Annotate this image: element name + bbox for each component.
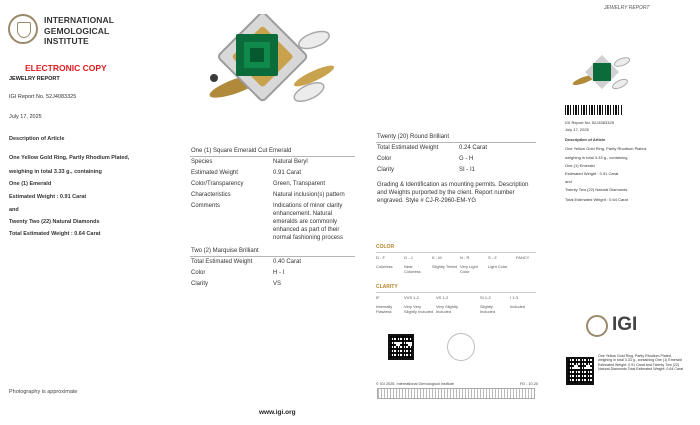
color-word: Slightly Tinted <box>432 264 457 269</box>
emerald-weight: Estimated Weight : 0.91 Carat <box>9 194 87 200</box>
emerald-count: One (1) Emerald <box>9 181 52 187</box>
color-grade: G - J <box>404 255 413 260</box>
card-bottom-description: One Yellow Gold Ring, Partly Rhodium Plated, weighing in total 3.33 g., containing One (1) Emerald Estimated Weight: 0.91 Carat and Twenty Two (22) Natural Diamonds Total Estimated Weight: 0.64 Carat <box>598 354 684 371</box>
divider <box>376 292 536 293</box>
card-line: weighing in total 3.33 g., containing <box>565 155 628 160</box>
card-line: One Yellow Gold Ring, Partly Rhodium Plated, <box>565 146 648 151</box>
divider <box>190 156 355 157</box>
color-grade: K - M <box>432 255 442 260</box>
color-word: Colorless <box>376 264 393 269</box>
clarity-word: Included <box>510 304 526 309</box>
electronic-copy-label: ELECTRONIC COPY <box>25 63 107 73</box>
marquise-table <box>191 258 361 290</box>
website-link[interactable]: www.igi.org <box>259 409 296 416</box>
round-section-title: Twenty (20) Round Brilliant <box>377 134 450 140</box>
color-grade: D - F <box>376 255 385 260</box>
clarity-word: Slightly Included <box>480 304 496 314</box>
diamond-weight: Total Estimated Weight : 0.64 Carat <box>9 231 101 237</box>
igi-logo-text: IGI <box>612 314 638 335</box>
igi-logo-icon <box>586 315 608 337</box>
color-scale <box>376 255 536 279</box>
jewelry-report-label: JEWELRY REPORT <box>9 76 60 82</box>
card-desc-title: Description of Article <box>565 137 606 142</box>
row-key: Total Estimated Weight <box>377 145 439 151</box>
row-key: Clarity <box>377 167 395 173</box>
card-line: Total Estimated Weight : 0.64 Carat <box>565 197 628 202</box>
divider <box>190 256 355 257</box>
ring-illustration <box>196 14 346 124</box>
color-grade: N - R <box>460 255 470 260</box>
row-value: G - H <box>459 156 474 162</box>
institute-line-1: INTERNATIONAL <box>44 15 115 25</box>
clarity-grade: IF <box>376 295 380 300</box>
photography-note: Photography is approximate <box>9 389 78 395</box>
row-key: Total Estimated Weight <box>191 259 253 265</box>
row-key: Species <box>191 159 213 165</box>
description-title: Description of Article <box>9 136 65 142</box>
card-line: and <box>565 179 572 184</box>
jewelry-report-top-label: JEWELRY REPORT <box>604 5 650 11</box>
color-grade: FANCY <box>516 255 530 260</box>
card-report-number: IGI Report No. 52J4083325 <box>565 120 614 125</box>
card-line: Estimated Weight : 0.91 Carat <box>565 171 619 176</box>
divider <box>376 252 536 253</box>
row-value: Indications of minor clarity enhancement. Natural emeralds are commonly enhanced as part of their normal fashioning process <box>273 203 344 241</box>
desc-line-1: One Yellow Gold Ring, Partly Rhodium Plated, <box>9 155 130 161</box>
row-value: 0.40 Carat <box>273 259 302 265</box>
qr-code <box>388 334 414 360</box>
row-value: Green, Transparent <box>273 181 326 187</box>
card-qr-code <box>566 357 594 385</box>
report-number: IGI Report No. 52J4083325 <box>9 94 77 100</box>
desc-line-2: weighing in total 3.33 g., containing <box>9 169 102 175</box>
clarity-word: Very Very Slightly Included <box>404 304 434 314</box>
row-key: Color/Transparency <box>191 181 244 187</box>
color-word: Light Color <box>488 264 508 269</box>
diamond-count: Twenty Two (22) Natural Diamonds <box>9 219 100 225</box>
color-word: Very Light Color <box>460 264 478 274</box>
copyright: © IGI 2025, International Gemological Institute <box>376 382 454 386</box>
card-date: July 17, 2025 <box>565 127 589 132</box>
round-table <box>377 144 537 176</box>
row-key: Comments <box>191 203 221 209</box>
report-date: July 17, 2025 <box>9 114 42 120</box>
and-text: and <box>9 207 19 213</box>
row-value: 0.91 Carat <box>273 170 302 176</box>
color-grade: S - Z <box>488 255 497 260</box>
emerald-table <box>191 158 361 241</box>
report-barcode <box>565 105 623 115</box>
row-key: Color <box>191 270 206 276</box>
row-key: Clarity <box>191 281 209 287</box>
row-value: SI - I1 <box>459 167 476 173</box>
row-value: Natural Beryl <box>273 159 308 165</box>
clarity-scale <box>376 295 536 319</box>
institute-line-2: GEMOLOGICAL <box>44 25 110 36</box>
row-value: VS <box>273 281 282 287</box>
ring-photo <box>196 14 346 124</box>
clarity-grade: I 1-3 <box>510 295 519 300</box>
row-key: Estimated Weight <box>191 170 238 176</box>
institute-name <box>44 15 114 47</box>
clarity-grade: VS 1-2 <box>436 295 449 300</box>
grading-note: Grading & Identification as mounting permits. Description and Weights purported by the client. Report number engraved. Style # CJ-R-2960-EM-YG <box>377 182 529 204</box>
clarity-grade: VVS 1-2 <box>404 295 419 300</box>
form-number: FD - 10.20 <box>520 382 538 386</box>
divider <box>376 142 536 143</box>
security-strip <box>377 388 535 399</box>
igi-seal-icon <box>8 14 38 44</box>
clarity-scale-title: CLARITY <box>376 284 398 290</box>
card-line: Twenty Two (22) Natural Diamonds <box>565 187 628 192</box>
row-key: Characteristics <box>191 192 231 198</box>
clarity-word: Very Slightly Included <box>436 304 459 314</box>
marquise-section-title: Two (2) Marquise Brilliant <box>191 248 259 254</box>
hologram-seal-icon <box>447 333 475 361</box>
clarity-grade: SI 1-2 <box>480 295 491 300</box>
color-scale-title: COLOR <box>376 244 395 250</box>
row-value: Natural inclusion(s) pattern <box>273 192 345 198</box>
card-line: One (1) Emerald <box>565 163 595 168</box>
row-value: H - I <box>273 270 285 276</box>
clarity-word: Internally Flawless <box>376 304 393 314</box>
row-value: 0.24 Carat <box>459 145 488 151</box>
color-word: Near Colorless <box>404 264 421 274</box>
ring-thumbnail <box>570 48 634 98</box>
row-key: Color <box>377 156 392 162</box>
institute-line-3: INSTITUTE <box>44 36 89 46</box>
emerald-section-title: One (1) Square Emerald Cut Emerald <box>191 148 292 154</box>
